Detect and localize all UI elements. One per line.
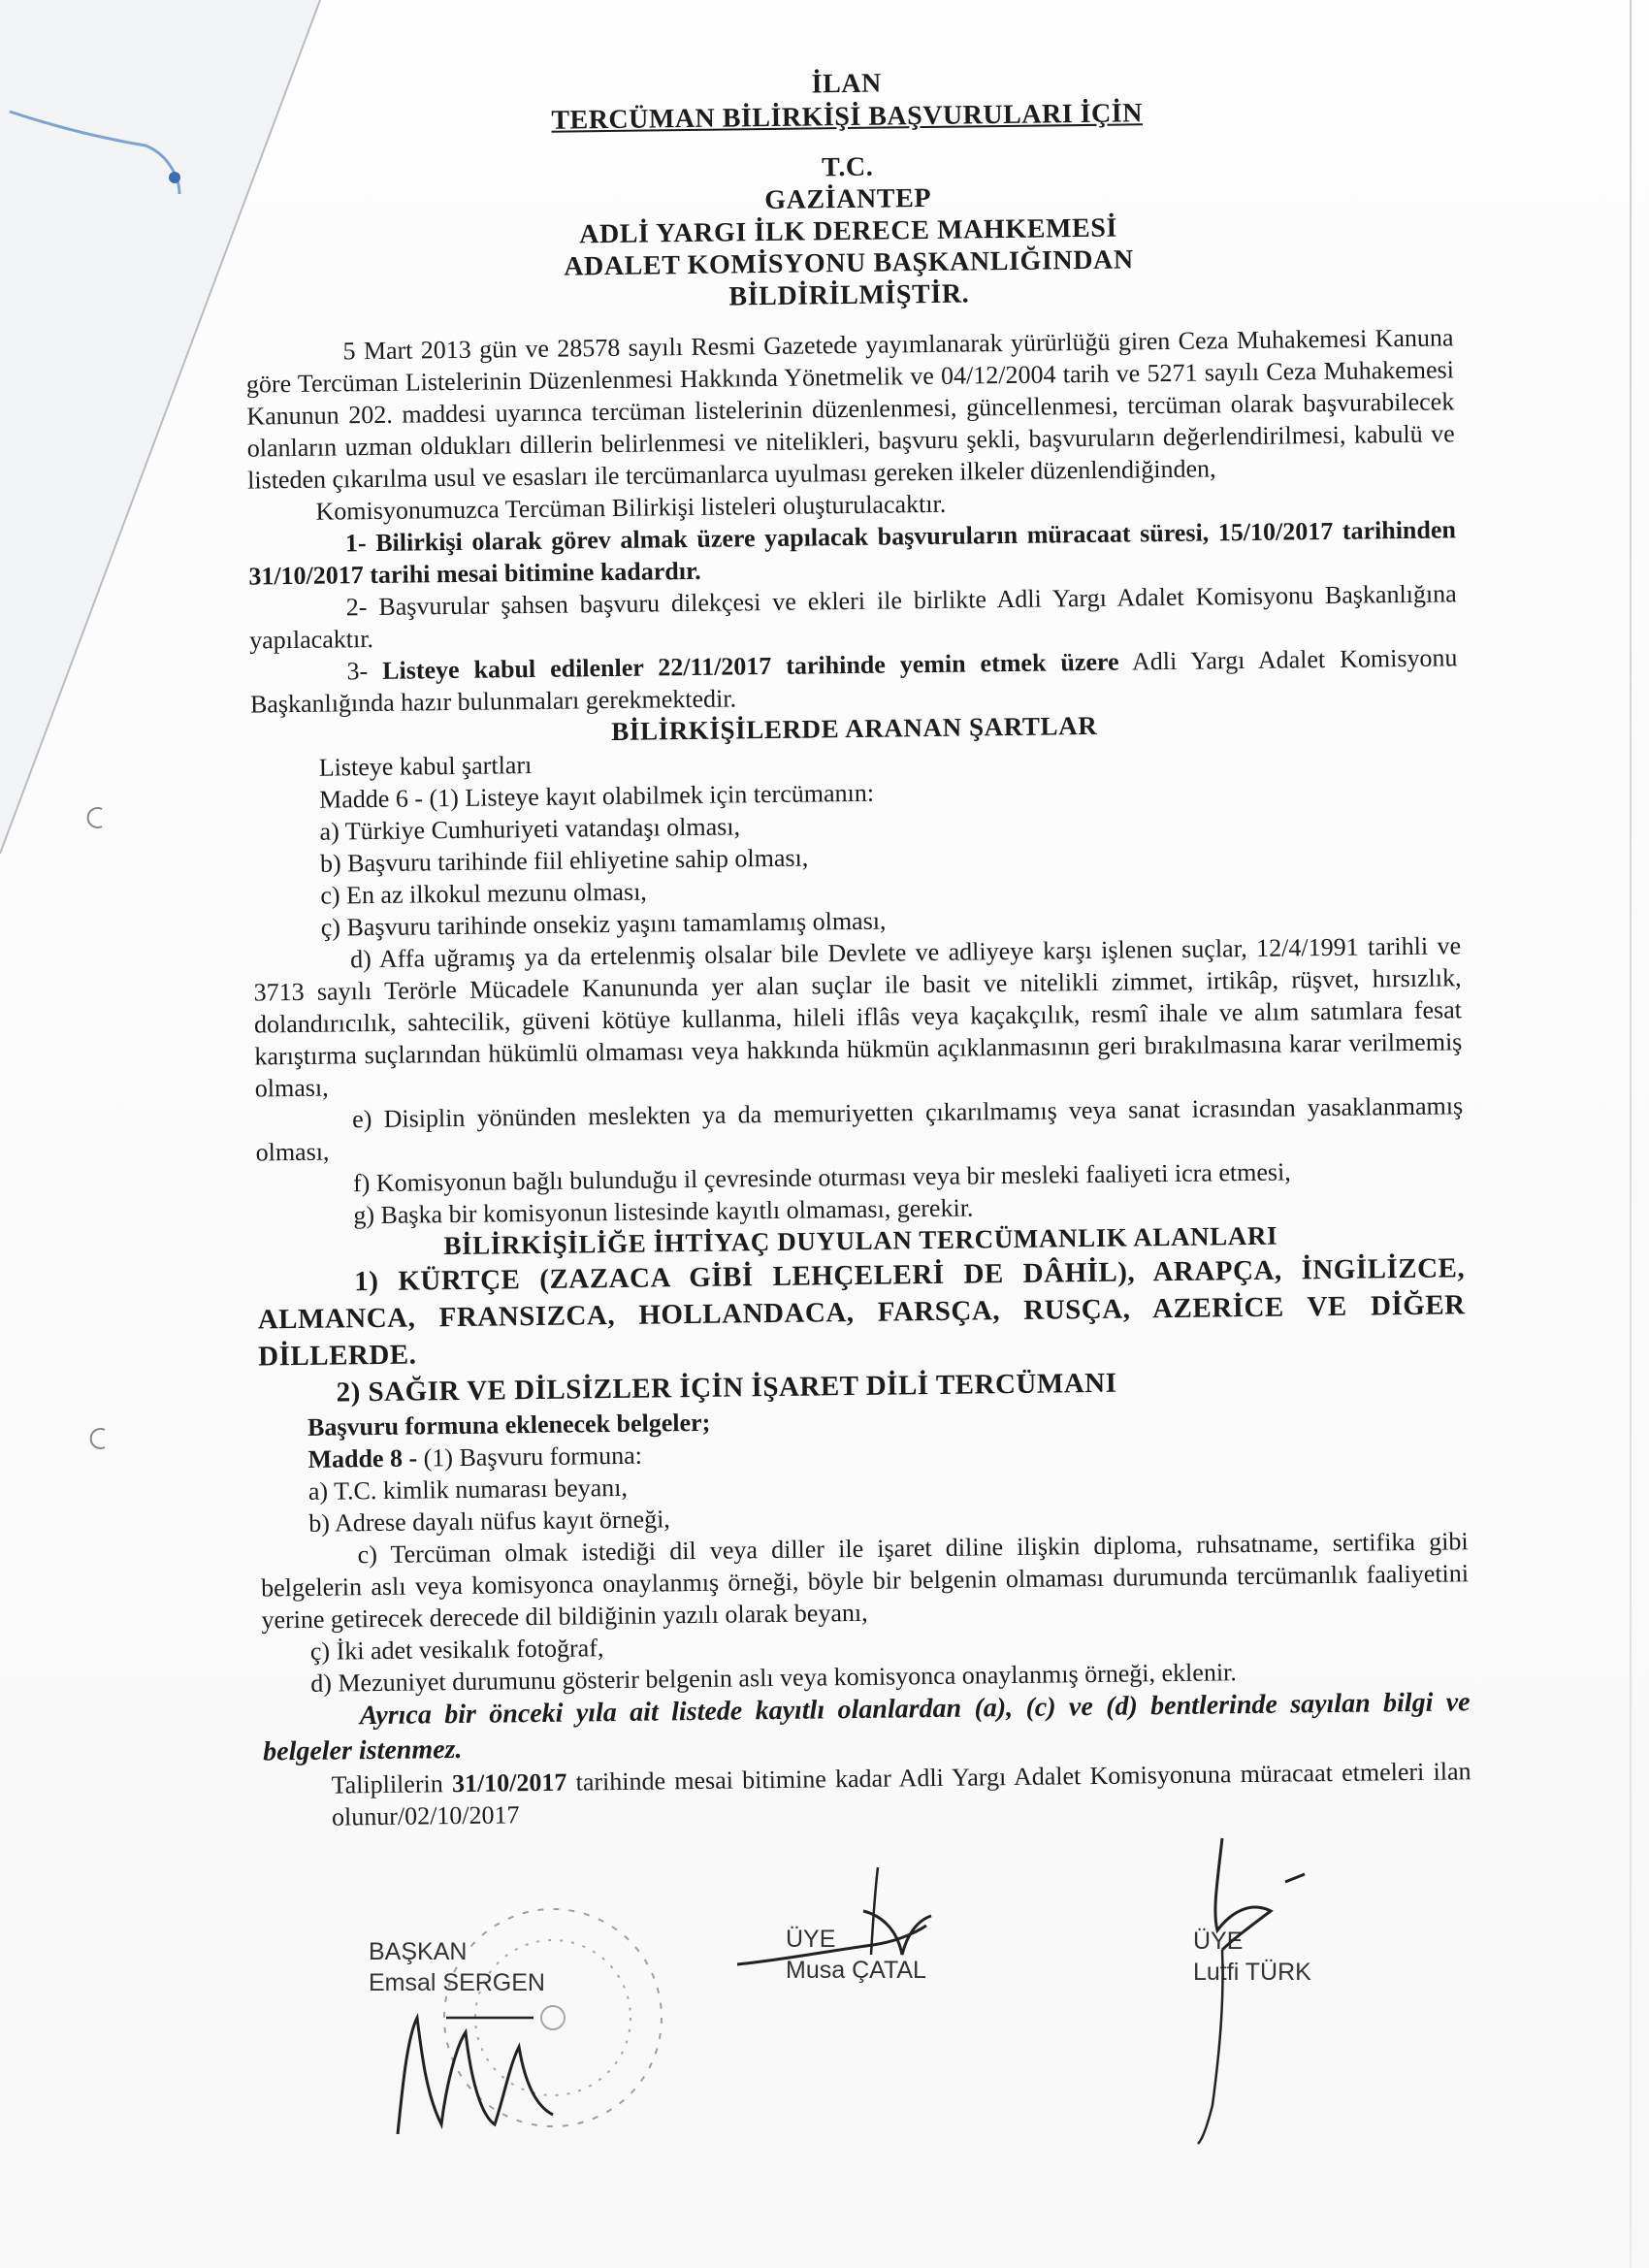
conditions-madde: Madde 6 - (1) Listeye kayıt olabilmek için tercümanın: [318, 778, 875, 814]
condition-g: g) Başka bir komisyonun listesinde kayıtlı olmaması, gerekir. [353, 1193, 974, 1230]
document-cc: ç) İki adet vesikalık fotoğraf, [309, 1634, 604, 1666]
member1-signature [728, 1863, 960, 1998]
court-line: ADLİ YARGI İLK DERECE MAHKEMESİ [578, 212, 1118, 250]
documents-madde-bold: Madde 8 - [307, 1443, 418, 1474]
announced-line: BİLDİRİLMİŞTİR. [728, 278, 970, 312]
document-c: c) Tercüman olmak istediği dil veya diller ile işaret diline ilişkin diploma, ruhsatname, sertifika gibi belgelerin aslı veya komisyonca onaylanmış örneği, böyle bir belgenin olmaması durumunda tercümanlık faaliyetini yerine getirecek derecede dil bildiğinin yazılı olarak beyanı, [260, 1527, 1470, 1635]
ilan-title: İLAN [811, 68, 882, 100]
member2-signature [1164, 1833, 1339, 2154]
ilan-subtitle: TERCÜMAN BİLİRKİŞİ BAŞVURULARI İÇİN [551, 98, 1144, 136]
condition-d: d) Affa uğramış ya da ertelenmiş olsalar bile Devlete ve adliyeye karşı işlenen suçlar, 12/4/1991 tarihli ve 3713 sayılı Terörle Mücadele Kanununda yer alan suçlar ile basit ve nitelikli zimmet, irtikâp, rüşvet, hırsızlık, dolandırıcılık, sahtecilik, güveni kötüye kullanma, hileli iflâs veya kaçakçılık, resmî ihale ve alım satımlara fesat karıştırma suçlarından hükümlü olmaması veya hakkında hükmün açıklanmasının geri bırakılmasına karar verilmemiş olması, [253, 931, 1463, 1103]
needs-item-2: 2) SAĞIR VE DİLSİZLER İÇİN İŞARET DİLİ TERCÜMANI [336, 1367, 1117, 1409]
needs-item-1: 1) KÜRTÇE (ZAZACA GİBİ LEHÇELERİ DE DÂHİL), ARAPÇA, İNGİLİZCE, ALMANCA, FRANSIZCA, HOLLANDACA, FARSÇA, RUSÇA, AZERİCE VE DİĞER DİLLERDE. [257, 1252, 1466, 1373]
numbered-item-1-num: 1- [344, 529, 367, 558]
closing-pre: Taliplilerin [331, 1769, 443, 1799]
documents-note: Ayrıca bir önceki yıla ait listede kayıtlı olanlardan (a), (c) ve (d) bentlerinde sayılan bilgi ve belgeler istenmez. [262, 1687, 1471, 1767]
numbered-item-3-text: Adli Yargı Adalet Komisyonu Başkanlığında hazır bulunmaları gerekmektedir. [249, 643, 1458, 719]
tc-line: T.C. [821, 151, 874, 183]
closing-date: 31/10/2017 [451, 1767, 567, 1798]
condition-cc: ç) Başvuru tarihinde onsekiz yaşını tamamlamış olması, [320, 906, 887, 942]
closing-paragraph [263, 1755, 1471, 1833]
numbered-item-1-text: Bilirkişi olarak görev almak üzere yapılacak başvuruların müracaat süresi, 15/10/2017 tarihinden 31/10/2017 tarihi mesai bitimine kadardır. [248, 515, 1457, 591]
document-b: b) Adrese dayalı nüfus kayıt örneği, [308, 1505, 671, 1538]
documents-heading: Başvuru formuna eklenecek belgeler; [307, 1408, 711, 1442]
commission-line: ADALET KOMİSYONU BAŞKANLIĞINDAN [564, 244, 1134, 282]
signature-block [369, 1926, 1339, 2251]
member2-name: Lutfi TÜRK [1193, 1959, 1311, 1986]
condition-e: e) Disiplin yönünden meslekten ya da memuriyetten çıkarılmamış veya sanat icrasından yasaklanmamış olması, [255, 1091, 1464, 1167]
president-name: Emsal SERGEN [369, 1969, 545, 1996]
document-a: a) T.C. kimlik numarası beyanı, [307, 1473, 629, 1506]
closing-post: tarihinde mesai bitimine kadar Adli Yargı Adalet Komisyonuna müracaat etmeleri ilan olunur/02/10/2017 [331, 1757, 1471, 1831]
president-title: BAŞKAN [369, 1938, 468, 1965]
condition-a: a) Türkiye Cumhuriyeti vatandaşı olması, [319, 812, 741, 846]
numbered-item-2-text: Başvurular şahsen başvuru dilekçesi ve ekleri ile birlikte Adli Yargı Adalet Komisyonu Başkanlığına yapılacaktır. [248, 579, 1457, 655]
condition-f: f) Komisyonun bağlı bulunduğu il çevresinde oturması veya bir mesleki faaliyeti icra etmesi, [352, 1157, 1291, 1198]
documents-madde-rest: (1) Başvuru formuna: [423, 1441, 643, 1473]
conditions-sub: Listeye kabul şartları [318, 751, 533, 782]
member2-title: ÜYE [1193, 1928, 1244, 1955]
punch-hole [85, 1426, 111, 1451]
numbered-item-3-bold: Listeye kabul edilenler 22/11/2017 tarihinde yemin etmek üzere [382, 647, 1119, 685]
condition-b: b) Başvuru tarihinde fiil ehliyetine sahip olması, [319, 843, 809, 878]
member1-name: Musa ÇATAL [786, 1957, 926, 1984]
city-line: GAZİANTEP [764, 182, 932, 216]
numbered-item-2-num: 2- [345, 593, 368, 622]
member1-title: ÜYE [786, 1926, 836, 1953]
lists-created: Komisyonumuzca Tercüman Bilirkişi listeleri oluşturulacaktır. [315, 489, 947, 526]
document-body [242, 60, 1471, 1833]
page-edge [1630, 0, 1632, 2268]
document-d: d) Mezuniyet durumunu gösterir belgenin aslı veya komisyonca onaylanmış örneği, eklenir. [310, 1658, 1237, 1698]
condition-c: c) En az ilkokul mezunu olması, [320, 877, 648, 910]
president-signature [388, 1979, 582, 2144]
punch-hole [82, 805, 108, 830]
numbered-item-3-num: 3- [346, 657, 369, 686]
intro-paragraph: 5 Mart 2013 gün ve 28578 sayılı Resmi Gazetede yayımlanarak yürürlüğü giren Ceza Muhakemesi Kanuna göre Tercüman Listelerinin Düzenlenmesi Hakkında Yönetmelik ve 04/12/2004 tarih ve 5271 sayılı Ceza Muhakemesi Kanunun 202. maddesi uyarınca tercüman listelerinin düzenlenmesi, güncellenmesi, tercüman olarak başvurabilecek olanların uzman oldukları dillerin belirlenmesi ve nitelikleri, başvuru şekli, başvuruların değerlendirilmesi, kabulü ve listeden çıkarılma usul ve esasları ile tercümanlarca uyulması gereken ilkeler düzenlendiğinden, [245, 323, 1455, 495]
needs-heading: BİLİRKİŞİLİĞE İHTİYAÇ DUYULAN TERCÜMANLIK ALANLARI [443, 1220, 1278, 1261]
conditions-heading: BİLİRKİŞİLERDE ARANAN ŞARTLAR [611, 710, 1098, 747]
